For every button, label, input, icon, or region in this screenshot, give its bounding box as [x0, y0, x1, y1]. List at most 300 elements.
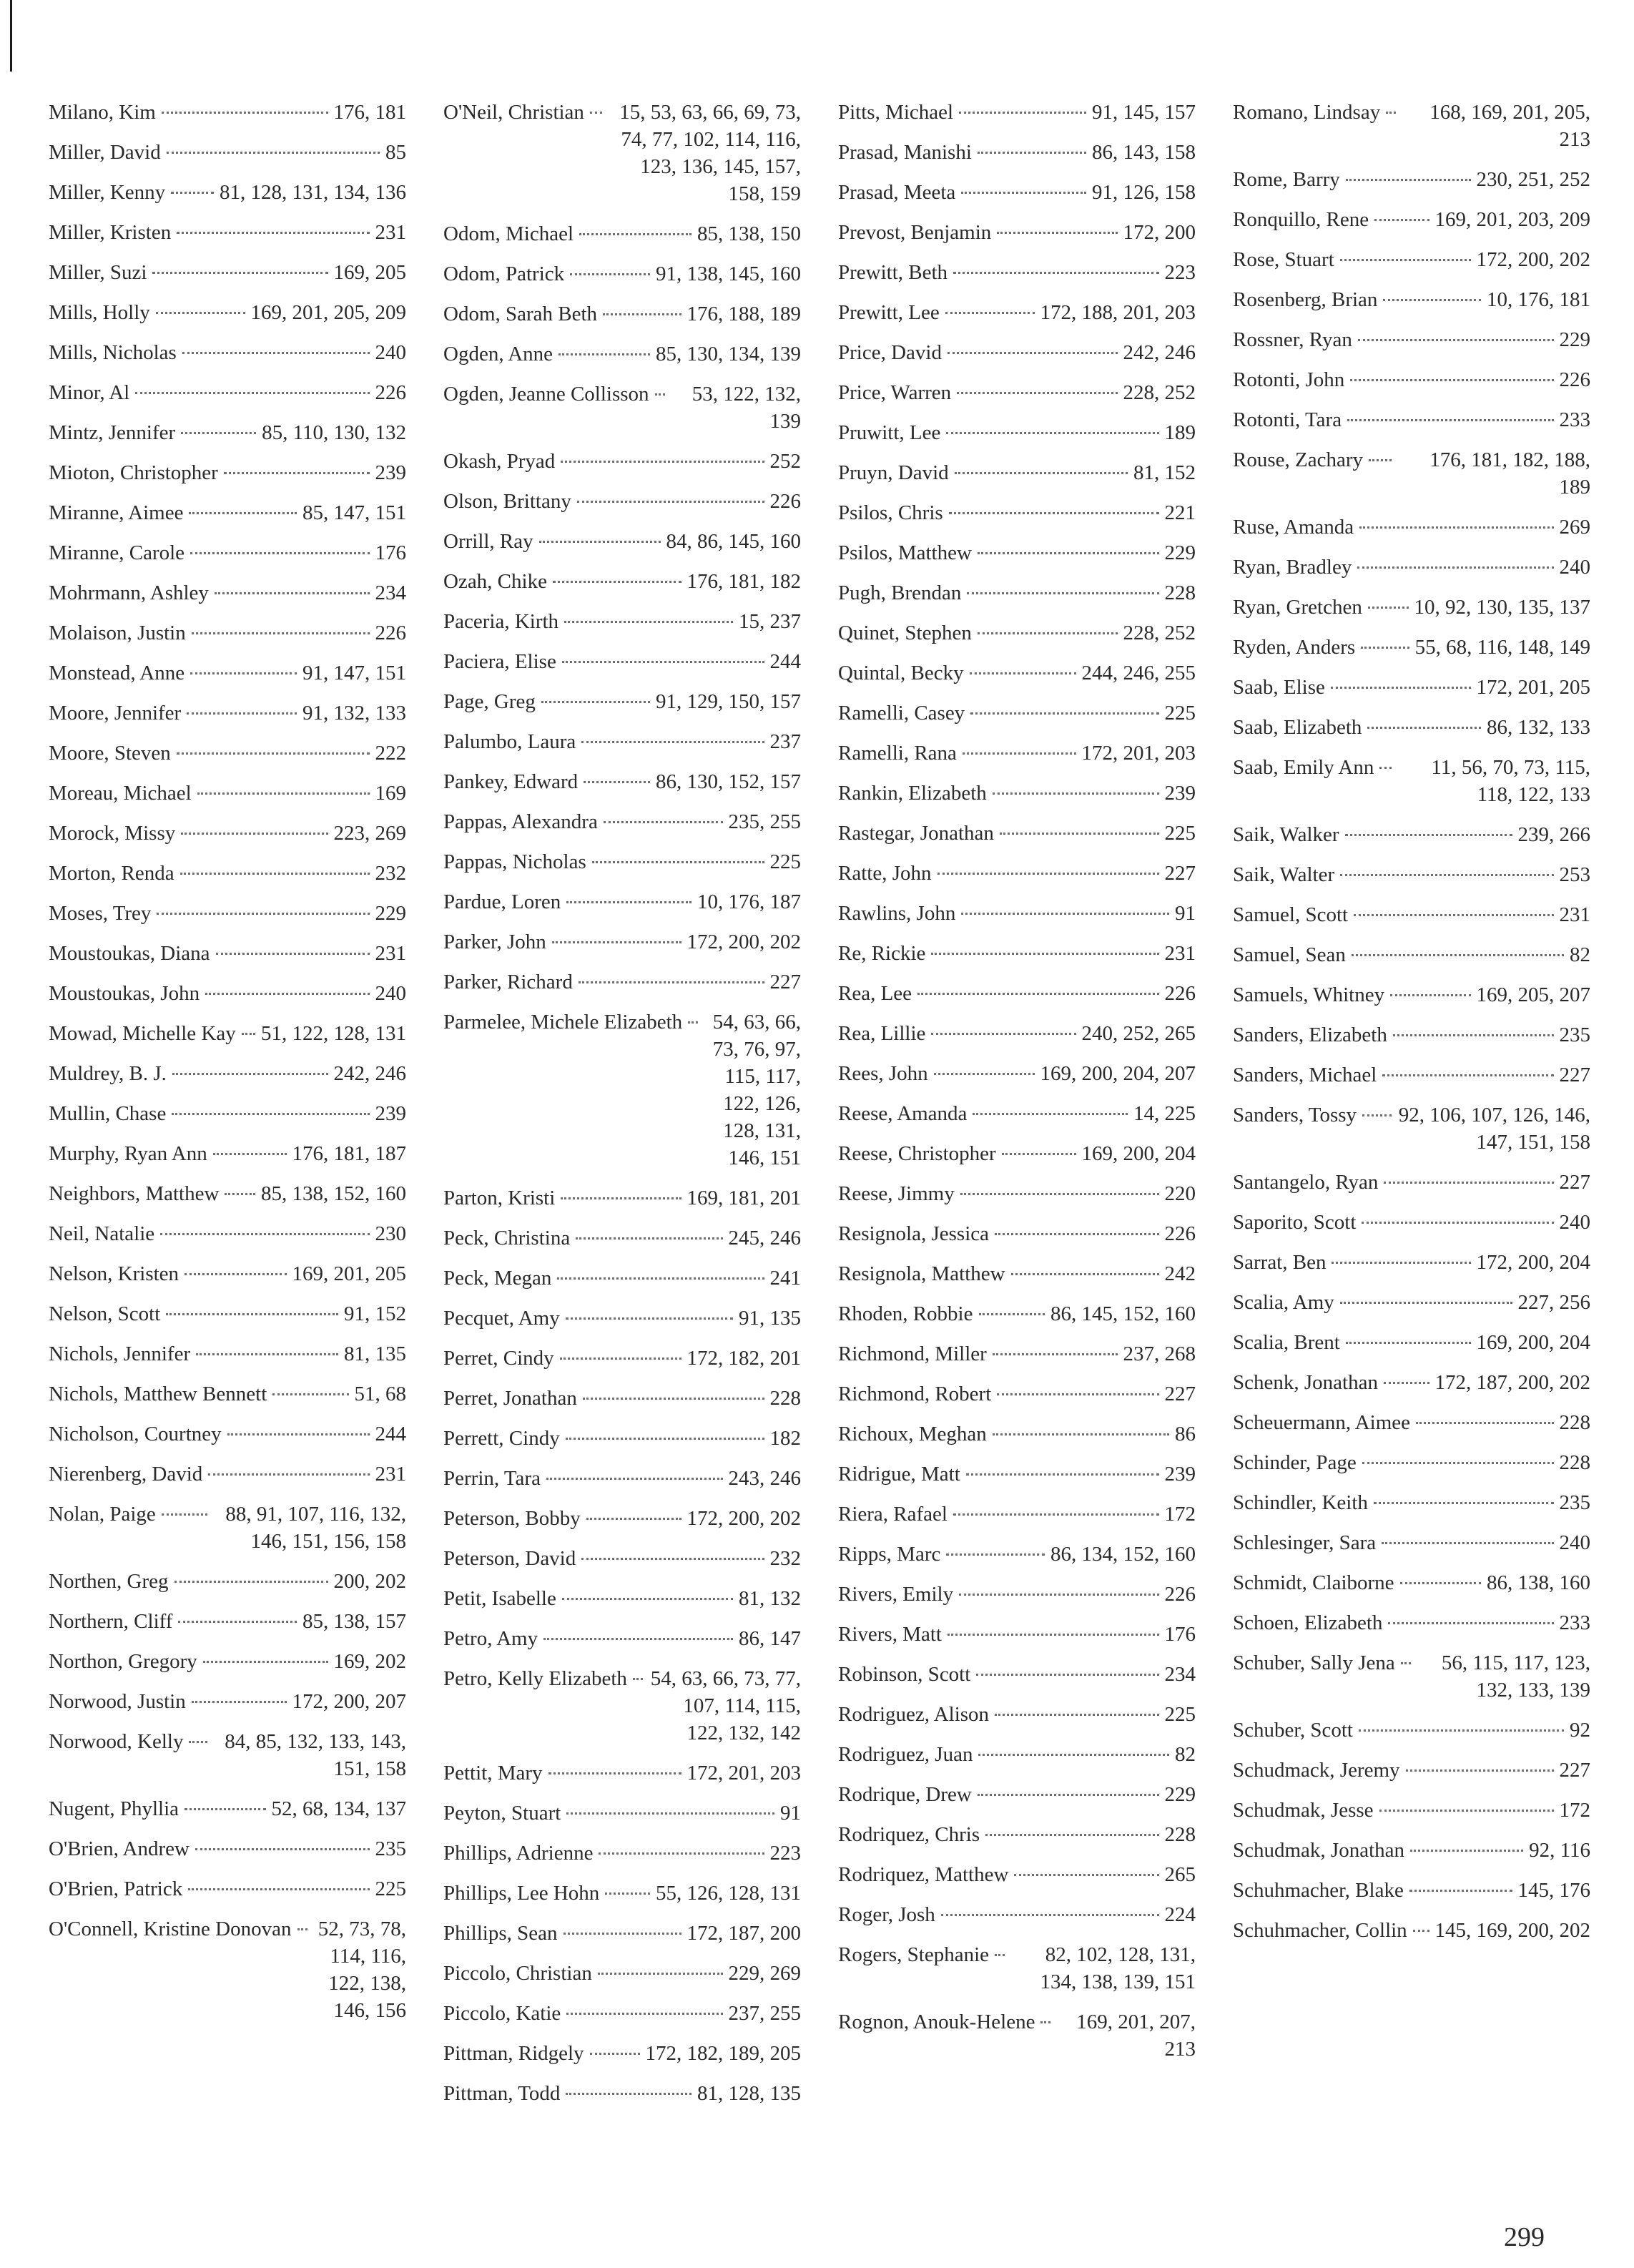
entry-name: Prasad, Meeta: [838, 181, 956, 204]
entry-name: Ogden, Anne: [443, 343, 553, 365]
dot-leader: [995, 1953, 1005, 1956]
index-column-3: [838, 99, 1196, 2120]
entry-name: Schuber, Scott: [1233, 1719, 1353, 1742]
entry-name: Pardue, Loren: [443, 890, 561, 913]
entry-name: Nierenberg, David: [49, 1463, 203, 1486]
entry-pages: 229: [1164, 1783, 1196, 1806]
dot-leader: [931, 1032, 1076, 1035]
index-entry: [443, 1008, 801, 1172]
dot-leader: [967, 591, 1158, 594]
entry-pages: 235: [375, 1837, 406, 1860]
dot-leader: [1359, 1729, 1564, 1732]
index-entry: [838, 139, 1196, 166]
dot-leader: [917, 992, 1158, 995]
index-entry: [49, 1060, 406, 1087]
dot-leader: [1374, 218, 1429, 221]
dot-leader: [553, 580, 681, 583]
entry-pages: 10, 176, 181: [1487, 288, 1590, 311]
entry-pages: 242: [1164, 1262, 1196, 1285]
entry-name: Ramelli, Casey: [838, 702, 965, 725]
entry-name: Schuhmacher, Collin: [1233, 1919, 1407, 1942]
entry-pages: 91, 152: [344, 1302, 406, 1325]
entry-name: Parker, Richard: [443, 971, 573, 993]
entry-pages: 91, 126, 158: [1092, 181, 1196, 204]
entry-pages: 226: [1164, 1222, 1196, 1245]
entry-name: Miller, Suzi: [49, 261, 147, 284]
entry-name: Pappas, Alexandra: [443, 810, 598, 833]
dot-leader: [979, 1312, 1045, 1315]
index-entry: [443, 1665, 801, 1747]
index-entry: [838, 900, 1196, 927]
entry-name: Mills, Holly: [49, 301, 150, 324]
entry-name: Rea, Lillie: [838, 1022, 926, 1045]
dot-leader: [970, 672, 1076, 674]
dot-leader: [961, 912, 1169, 915]
dot-leader: [1332, 1261, 1470, 1264]
entry-pages: 86, 130, 152, 157: [656, 770, 801, 793]
entry-pages: 169, 201, 203, 209: [1434, 208, 1590, 231]
index-entry: [1233, 286, 1590, 313]
entry-pages: 240: [1559, 1211, 1590, 1234]
entry-pages: 228: [1559, 1451, 1590, 1474]
dot-leader: [189, 1740, 207, 1743]
entry-pages: 233: [1559, 408, 1590, 431]
entry-pages: 91, 132, 133: [302, 702, 406, 725]
dot-leader: [546, 1477, 723, 1480]
entry-name: Ozah, Chike: [443, 570, 547, 593]
index-entry: [443, 2040, 801, 2067]
dot-leader: [579, 232, 692, 235]
entry-pages: 81, 152: [1133, 461, 1196, 484]
entry-pages: 239: [1164, 1463, 1196, 1486]
entry-pages: 85, 138, 150: [697, 222, 801, 245]
dot-leader: [1374, 1501, 1554, 1504]
entry-pages: 227: [769, 971, 801, 993]
entry-name: Prasad, Manishi: [838, 141, 972, 164]
dot-leader: [978, 151, 1086, 154]
entry-name: Rodriquez, Matthew: [838, 1863, 1009, 1886]
entry-pages: 189: [1164, 421, 1196, 444]
index-entry: [838, 419, 1196, 446]
entry-pages: 169, 205: [333, 261, 406, 284]
entry-pages: 52, 68, 134, 137: [271, 1797, 406, 1820]
dot-leader: [1362, 1114, 1392, 1116]
entry-name: Ratte, John: [838, 862, 932, 885]
entry-pages: 223: [1164, 261, 1196, 284]
dot-leader: [1346, 178, 1471, 181]
dot-leader: [590, 111, 602, 114]
index-entry: [443, 808, 801, 835]
dot-leader: [948, 1633, 1159, 1636]
dot-leader: [997, 1393, 1158, 1395]
index-entry: [49, 699, 406, 727]
index-entry: [49, 1140, 406, 1167]
index-entry: [443, 568, 801, 595]
entry-pages: 52, 73, 78, 114, 116, 122, 138, 146, 156: [318, 1918, 406, 2022]
entry-name: Mohrmann, Ashley: [49, 581, 209, 604]
dot-leader: [195, 1847, 370, 1850]
index-entry: [1233, 206, 1590, 233]
entry-pages: 223: [769, 1842, 801, 1865]
dot-leader: [1413, 1929, 1429, 1932]
dot-leader: [172, 1112, 369, 1115]
index-entry: [443, 2000, 801, 2027]
index-entry: [1233, 1169, 1590, 1196]
entry-pages: 172, 200, 204: [1476, 1251, 1590, 1274]
dot-leader: [562, 1597, 733, 1600]
dot-leader: [552, 941, 681, 943]
entry-name: Rose, Stuart: [1233, 248, 1334, 271]
entry-name: Saab, Elizabeth: [1233, 716, 1362, 739]
entry-name: Miranne, Carole: [49, 541, 185, 564]
entry-name: Peck, Megan: [443, 1267, 552, 1290]
index-entry: [1233, 1101, 1590, 1156]
entry-pages: 86, 143, 158: [1092, 141, 1196, 164]
entry-name: Pittman, Ridgely: [443, 2042, 584, 2065]
entry-name: Perrin, Tara: [443, 1467, 541, 1490]
index-entry: [1233, 1449, 1590, 1476]
entry-name: Rouse, Zachary: [1233, 448, 1363, 471]
page-number: 299: [1504, 2222, 1545, 2252]
dot-leader: [1390, 993, 1470, 996]
dot-leader: [566, 2092, 692, 2095]
dot-leader: [192, 1700, 287, 1703]
index-entry: [49, 539, 406, 566]
entry-pages: 91, 147, 151: [302, 662, 406, 684]
entry-pages: 226: [1164, 1583, 1196, 1606]
index-entry: [1233, 514, 1590, 541]
dot-leader: [997, 231, 1117, 234]
entry-pages: 252: [769, 450, 801, 473]
dot-leader: [548, 1772, 681, 1774]
entry-name: Parton, Kristi: [443, 1187, 556, 1209]
entry-name: Nelson, Scott: [49, 1302, 161, 1325]
dot-leader: [976, 1673, 1158, 1676]
index-entry: [49, 1795, 406, 1822]
entry-name: Mowad, Michelle Kay: [49, 1022, 236, 1045]
entry-pages: 227: [1164, 862, 1196, 885]
entry-name: Nichols, Jennifer: [49, 1342, 191, 1365]
dot-leader: [957, 391, 1117, 394]
entry-name: Norwood, Justin: [49, 1690, 186, 1713]
index-entry: [1233, 446, 1590, 501]
entry-pages: 81, 128, 131, 134, 136: [220, 181, 406, 204]
dot-leader: [1410, 1849, 1523, 1852]
index-entry: [1233, 1369, 1590, 1396]
index-entry: [443, 1880, 801, 1907]
entry-name: Rawlins, John: [838, 902, 956, 925]
entry-pages: 224: [1164, 1903, 1196, 1926]
dot-leader: [1382, 1541, 1553, 1544]
entry-pages: 172, 187, 200, 202: [1434, 1371, 1590, 1394]
entry-name: Riera, Rafael: [838, 1503, 948, 1526]
entry-name: Rivers, Matt: [838, 1623, 942, 1646]
index-entry: [49, 179, 406, 206]
index-entry: [1233, 1021, 1590, 1049]
dot-leader: [1401, 1661, 1411, 1664]
dot-leader: [190, 551, 369, 554]
entry-name: Sanders, Tossy: [1233, 1104, 1357, 1126]
entry-name: Miranne, Aimee: [49, 501, 184, 524]
entry-pages: 234: [375, 581, 406, 604]
entry-pages: 86, 145, 152, 160: [1050, 1302, 1196, 1325]
entry-name: Moore, Steven: [49, 742, 171, 765]
index-entry: [49, 780, 406, 807]
dot-leader: [960, 1192, 1159, 1195]
index-entry: [838, 860, 1196, 887]
entry-pages: 85, 130, 134, 139: [656, 343, 801, 365]
entry-name: Reese, Amanda: [838, 1102, 968, 1125]
dot-leader: [953, 271, 1158, 274]
index-entry: [49, 419, 406, 446]
entry-name: Rastegar, Jonathan: [838, 822, 994, 845]
entry-name: Schlesinger, Sara: [1233, 1531, 1377, 1554]
entry-name: Pappas, Nicholas: [443, 850, 586, 873]
dot-leader: [205, 992, 369, 995]
index-entry: [443, 300, 801, 328]
entry-pages: 240: [1559, 1531, 1590, 1554]
dot-leader: [172, 1072, 328, 1075]
entry-pages: 172, 200, 207: [292, 1690, 406, 1713]
dot-leader: [224, 471, 370, 474]
entry-name: Peck, Christina: [443, 1227, 571, 1250]
entry-pages: 223, 269: [333, 822, 406, 845]
dot-leader: [566, 1317, 733, 1320]
index-entry: [838, 1821, 1196, 1848]
dot-leader: [1409, 1889, 1512, 1892]
index-entry: [838, 1060, 1196, 1087]
index-entry: [838, 1941, 1196, 1995]
entry-pages: 221: [1164, 501, 1196, 524]
entry-name: Morock, Missy: [49, 822, 176, 845]
entry-name: Northon, Gregory: [49, 1650, 197, 1673]
entry-pages: 82: [1570, 943, 1590, 966]
entry-name: Romano, Lindsay: [1233, 101, 1381, 124]
dot-leader: [1345, 833, 1512, 836]
entry-pages: 169, 205, 207: [1476, 983, 1590, 1006]
entry-name: Rossner, Ryan: [1233, 328, 1352, 351]
entry-pages: 145, 176: [1517, 1879, 1590, 1902]
index-entry: [49, 1648, 406, 1675]
entry-name: Pitts, Michael: [838, 101, 954, 124]
entry-name: Scalia, Brent: [1233, 1331, 1340, 1354]
index-entry: [1233, 1209, 1590, 1236]
entry-pages: 172, 201, 203: [1081, 742, 1196, 765]
entry-pages: 169, 201, 205: [292, 1262, 406, 1285]
entry-pages: 169, 200, 204, 207: [1040, 1062, 1196, 1085]
entry-name: Pankey, Edward: [443, 770, 579, 793]
dot-leader: [995, 1232, 1158, 1235]
dot-leader: [162, 1513, 207, 1516]
dot-leader: [993, 792, 1159, 795]
index-entry: [443, 1425, 801, 1452]
index-entry: [838, 259, 1196, 286]
dot-leader: [1000, 832, 1159, 835]
entry-name: O'Brien, Andrew: [49, 1837, 190, 1860]
entry-name: Neil, Natalie: [49, 1222, 155, 1245]
entry-name: Rodriquez, Chris: [838, 1823, 980, 1846]
entry-name: Perret, Cindy: [443, 1347, 554, 1370]
entry-name: Phillips, Sean: [443, 1922, 558, 1945]
index-entry: [49, 139, 406, 166]
index-entry: [1233, 714, 1590, 741]
dot-leader: [1406, 1769, 1554, 1772]
entry-name: Prevost, Benjamin: [838, 221, 992, 244]
entry-name: Molaison, Justin: [49, 622, 186, 644]
index-entry: [443, 220, 801, 247]
dot-leader: [1362, 1461, 1554, 1464]
dot-leader: [1367, 726, 1481, 729]
entry-pages: 176, 188, 189: [686, 303, 801, 325]
entry-pages: 169, 202: [333, 1650, 406, 1673]
index-entry: [1233, 1489, 1590, 1516]
index-entry: [49, 1728, 406, 1782]
entry-name: Quinet, Stephen: [838, 622, 972, 644]
index-entry: [1233, 1797, 1590, 1824]
entry-pages: 227: [1559, 1759, 1590, 1782]
index-entry: [838, 820, 1196, 847]
dot-leader: [570, 273, 650, 275]
dot-leader: [1040, 2021, 1050, 2023]
index-entry: [1233, 754, 1590, 808]
index-entry: [443, 608, 801, 635]
index-entry: [1233, 1329, 1590, 1356]
index-entry: [443, 260, 801, 288]
entry-pages: 244, 246, 255: [1081, 662, 1196, 684]
entry-pages: 234: [1164, 1663, 1196, 1686]
entry-name: Santangelo, Ryan: [1233, 1171, 1379, 1194]
entry-name: Odom, Michael: [443, 222, 574, 245]
entry-name: Schuhmacher, Blake: [1233, 1879, 1404, 1902]
index-entry: [49, 659, 406, 687]
dot-leader: [566, 1437, 764, 1440]
entry-pages: 172: [1164, 1503, 1196, 1526]
dot-leader: [181, 431, 256, 434]
dot-leader: [584, 780, 650, 783]
entry-name: Saab, Emily Ann: [1233, 756, 1374, 779]
dot-leader: [583, 1397, 764, 1400]
dot-leader: [604, 820, 723, 823]
entry-name: O'Connell, Kristine Donovan: [49, 1918, 292, 1940]
index-entry: [838, 1901, 1196, 1928]
entry-name: Schoen, Elizabeth: [1233, 1611, 1383, 1634]
entry-name: O'Brien, Patrick: [49, 1877, 183, 1900]
dot-leader: [1400, 1581, 1481, 1584]
index-entry: [1233, 166, 1590, 193]
dot-leader: [955, 471, 1128, 474]
index-entry: [49, 1501, 406, 1555]
dot-leader: [1354, 913, 1553, 916]
entry-pages: 15, 53, 63, 66, 69, 73, 74, 77, 102, 114, 116, 123, 136, 145, 157, 158, 159: [619, 101, 801, 205]
entry-pages: 222: [375, 742, 406, 765]
entry-name: Rhoden, Robbie: [838, 1302, 973, 1325]
entry-pages: 51, 68: [354, 1383, 406, 1405]
dot-leader: [1359, 526, 1553, 529]
entry-pages: 242, 246: [333, 1062, 406, 1085]
entry-pages: 241: [769, 1267, 801, 1290]
entry-pages: 86: [1175, 1423, 1196, 1445]
entry-pages: 92: [1570, 1719, 1590, 1742]
entry-name: Rodrique, Drew: [838, 1783, 972, 1806]
index-entry: [443, 648, 801, 675]
entry-name: Northen, Greg: [49, 1570, 169, 1593]
entry-pages: 51, 122, 128, 131: [261, 1022, 406, 1045]
index-entry: [1233, 1569, 1590, 1596]
dot-leader: [167, 151, 380, 154]
entry-name: Mintz, Jennifer: [49, 421, 176, 444]
index-entry: [49, 1608, 406, 1635]
index-entry: [443, 1759, 801, 1787]
dot-leader: [963, 752, 1076, 755]
entry-pages: 84, 85, 132, 133, 143, 151, 158: [225, 1730, 406, 1780]
entry-pages: 239: [375, 1102, 406, 1125]
dot-leader: [181, 832, 328, 835]
index-entry: [49, 1100, 406, 1127]
index-entry: [443, 1224, 801, 1252]
index-entry: [838, 1260, 1196, 1287]
dot-leader: [961, 191, 1086, 194]
entry-pages: 169, 200, 204: [1081, 1142, 1196, 1165]
entry-pages: 172: [1559, 1799, 1590, 1822]
index-entry: [443, 1505, 801, 1532]
entry-pages: 226: [1164, 982, 1196, 1005]
index-entry: [838, 1220, 1196, 1247]
entry-pages: 85, 138, 157: [302, 1610, 406, 1633]
index-entry: [49, 980, 406, 1007]
entry-name: Orrill, Ray: [443, 530, 533, 553]
index-entry: [49, 1915, 406, 2024]
dot-leader: [941, 1913, 1159, 1916]
dot-leader: [1368, 606, 1409, 609]
index-entry: [838, 940, 1196, 967]
dot-leader: [590, 2052, 640, 2055]
entry-name: Paceria, Kirth: [443, 610, 559, 633]
index-entry: [1233, 246, 1590, 273]
entry-name: Psilos, Matthew: [838, 541, 972, 564]
entry-pages: 172, 201, 205: [1476, 676, 1590, 699]
entry-pages: 225: [1164, 702, 1196, 725]
entry-name: Morton, Renda: [49, 862, 174, 885]
dot-leader: [180, 872, 370, 875]
index-entry: [1233, 1837, 1590, 1864]
entry-name: Mioton, Christopher: [49, 461, 218, 484]
entry-name: Rogers, Stephanie: [838, 1943, 990, 1966]
entry-pages: 237, 268: [1123, 1342, 1196, 1365]
entry-name: Nichols, Matthew Bennett: [49, 1383, 267, 1405]
dot-leader: [1393, 1034, 1554, 1036]
entry-name: Roger, Josh: [838, 1903, 935, 1926]
entry-pages: 91: [1175, 902, 1196, 925]
index-entry: [443, 488, 801, 515]
entry-name: Mills, Nicholas: [49, 341, 177, 364]
index-entry: [1233, 901, 1590, 928]
entry-name: Re, Rickie: [838, 942, 926, 965]
dot-leader: [1388, 1621, 1553, 1624]
entry-name: Robinson, Scott: [838, 1663, 971, 1686]
entry-name: Price, David: [838, 341, 942, 364]
dot-leader: [1416, 1421, 1553, 1424]
entry-name: Ryan, Bradley: [1233, 556, 1352, 579]
index-entry: [1233, 1757, 1590, 1784]
index-entry: [443, 928, 801, 956]
dot-leader: [541, 700, 650, 703]
index-entry: [838, 339, 1196, 366]
entry-name: Pecquet, Amy: [443, 1307, 560, 1330]
entry-pages: 228: [769, 1387, 801, 1410]
index-entry: [838, 1781, 1196, 1808]
index-entry: [49, 900, 406, 927]
entry-name: Samuel, Scott: [1233, 903, 1349, 926]
